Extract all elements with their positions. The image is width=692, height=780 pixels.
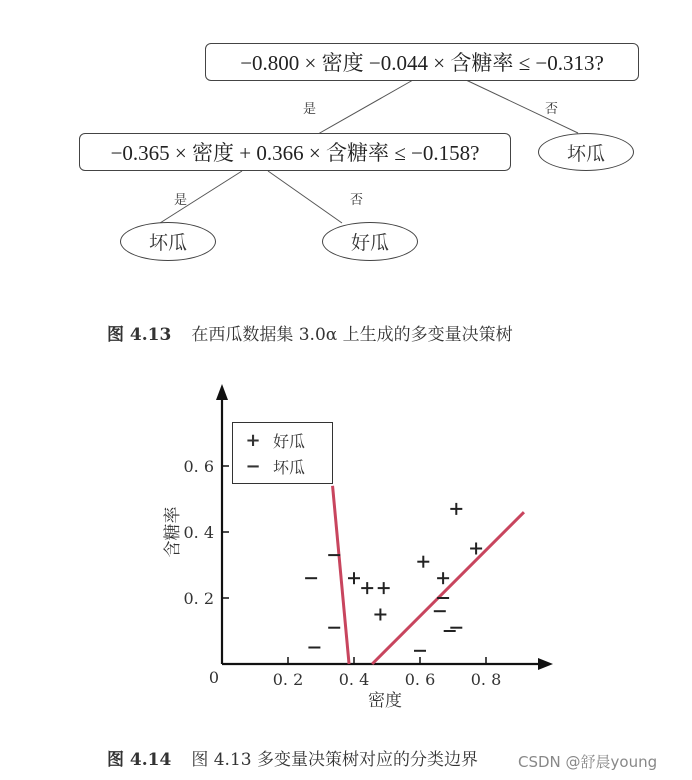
x-tick-label: 0. 6 bbox=[404, 670, 436, 689]
boundary-1-line bbox=[333, 486, 350, 664]
good-melon-point bbox=[374, 609, 386, 621]
boundary-2-line bbox=[372, 512, 524, 664]
axis-tick-labels bbox=[183, 457, 501, 689]
decision-boundaries bbox=[333, 486, 524, 664]
scatter-plot bbox=[0, 380, 692, 720]
y-axis-label: 含糖率 bbox=[163, 506, 183, 558]
leaf-label: 坏瓜 bbox=[148, 232, 187, 254]
x-tick-label: 0. 8 bbox=[470, 670, 502, 689]
minus-marker-icon: − bbox=[245, 455, 261, 477]
good-melon-point bbox=[437, 572, 449, 584]
good-melon-point bbox=[378, 582, 390, 594]
legend-label: 坏瓜 bbox=[273, 457, 306, 477]
x-tick-label: 0 bbox=[208, 668, 220, 687]
leaf-label: 好瓜 bbox=[350, 232, 389, 254]
leaf-bad-melon-right bbox=[538, 133, 634, 171]
x-tick-label: 0. 4 bbox=[338, 670, 370, 689]
x-axis-label: 密度 bbox=[368, 691, 402, 711]
root-condition-text: −0.800 × 密度 −0.044 × 含糖率 ≤ −0.313? bbox=[240, 51, 604, 75]
internal-no-label: 否 bbox=[350, 193, 364, 208]
data-points bbox=[305, 503, 482, 651]
leaf-bad-melon-left bbox=[120, 222, 216, 261]
edge-internal-yes bbox=[160, 171, 242, 223]
edge-root-yes bbox=[318, 80, 413, 134]
legend-item-good bbox=[233, 427, 332, 453]
root-decision-node bbox=[205, 43, 639, 81]
leaf-label: 坏瓜 bbox=[566, 142, 605, 165]
x-axis-arrow-icon bbox=[538, 658, 553, 670]
y-tick-label: 0. 2 bbox=[183, 589, 214, 608]
good-melon-point bbox=[470, 543, 482, 555]
edge-root-no bbox=[466, 80, 578, 133]
edge-internal-no bbox=[268, 171, 342, 223]
good-melon-point bbox=[417, 556, 429, 568]
figure-4-13-caption-text: 在西瓜数据集 3.0α 上生成的多变量决策树 bbox=[191, 325, 513, 345]
good-melon-point bbox=[348, 572, 360, 584]
figure-4-14-number: 图 4.14 bbox=[107, 750, 172, 770]
internal-decision-node bbox=[79, 133, 511, 171]
leaf-good-melon bbox=[322, 222, 418, 261]
internal-condition-text: −0.365 × 密度 + 0.366 × 含糖率 ≤ −0.158? bbox=[110, 141, 480, 165]
y-tick-label: 0. 6 bbox=[183, 457, 214, 476]
root-yes-label: 是 bbox=[303, 102, 317, 117]
chart-legend bbox=[232, 422, 333, 484]
figure-4-13-caption bbox=[107, 320, 513, 345]
axis-ticks bbox=[222, 466, 486, 664]
watermark: CSDN @舒晨young bbox=[518, 753, 658, 771]
y-tick-label: 0. 4 bbox=[183, 523, 214, 542]
plus-marker-icon: + bbox=[245, 429, 261, 451]
x-tick-label: 0. 2 bbox=[272, 670, 304, 689]
good-melon-point bbox=[361, 582, 373, 594]
figure-4-14-caption bbox=[107, 745, 478, 770]
figure-4-14-caption-text: 图 4.13 多变量决策树对应的分类边界 bbox=[191, 750, 478, 770]
legend-label: 好瓜 bbox=[273, 431, 306, 451]
internal-yes-label: 是 bbox=[174, 193, 188, 208]
figure-4-13-number: 图 4.13 bbox=[107, 325, 172, 345]
good-melon-point bbox=[450, 503, 462, 515]
legend-item-bad bbox=[233, 453, 332, 479]
y-axis-arrow-icon bbox=[216, 384, 228, 400]
root-no-label: 否 bbox=[545, 102, 559, 117]
